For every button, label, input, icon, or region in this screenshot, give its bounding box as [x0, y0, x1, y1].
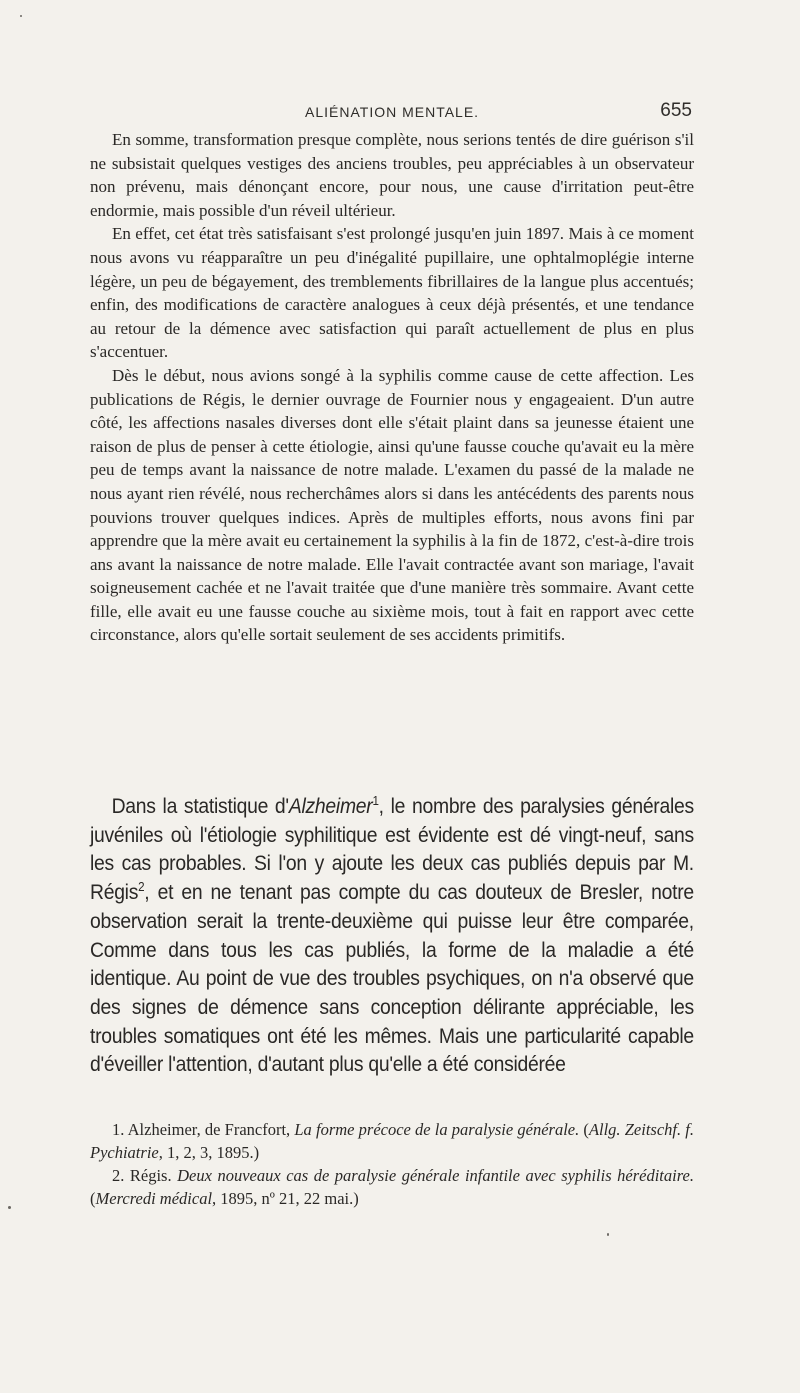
- footnote-ref: 1: [372, 792, 379, 808]
- paper-speck: [8, 1206, 11, 1209]
- journal-name: Mercredi médical: [95, 1189, 213, 1208]
- text-run: Dans la statistique d': [111, 794, 289, 818]
- text-run: , 1895, nº 21, 22 mai.): [212, 1189, 359, 1208]
- text-run: , et en ne tenant pas compte du cas douteux de Bresler, notre observation serait la trente-deuxième qui puisse leur être comparée, Comme dans tous les cas publiés, la forme de la maladie a été identique. Au point de vue des troubles psychiques, on n'a observé que des signes de démence sans conception délirante appréciable, les troubles somatiques ont été les mêmes. Mais une particularité capable d'éveiller l'attention, d'autant plus qu'elle a été considérée: [90, 880, 694, 1077]
- paper-speck: [607, 1233, 609, 1236]
- running-title: ALIÉNATION MENTALE.: [305, 104, 480, 120]
- author-name: Alzheimer: [288, 794, 373, 818]
- paragraph: Dès le début, nous avions songé à la syphilis comme cause de cette affection. Les publications de Régis, le dernier ouvrage de Fournier nous y engageaient. D'un autre côté, les affections nasales diverses dont elle s'était plaint dans sa jeunesse étaient une raison de plus de penser à cette étiologie, ainsi qu'une fausse couche qu'avait eu la mère peu de temps avant la naissance de notre malade. L'examen du passé de la malade ne nous ayant rien révélé, nous recherchâmes alors si dans les antécédents des parents nous pouvions trouver quelques indices. Après de multiples efforts, nous avons fini par apprendre que la mère avait eu certainement la syphilis à la fin de 1872, c'est-à-dire trois ans avant la naissance de notre malade. Elle l'avait contractée avant son mariage, l'avait soigneusement cachée et ne l'avait traitée que d'une manière très sommaire. Avant cette fille, elle avait eu une fausse couche au sixième mois, tout à fait en rapport avec cette circonstance, alors qu'elle sortait seulement de ses accidents primitifs.: [90, 365, 694, 645]
- paragraph: [90, 792, 694, 1079]
- paragraph: En effet, cet état très satisfaisant s'est prolongé jusqu'en juin 1897. Mais à ce moment nous avons vu réapparaître un peu d'inégalité pupillaire, une ophtalmoplégie interne légère, un peu de bégayement, des tremblements fibrillaires de la langue plus accentués; enfin, des modifications de caractère analogues à ceux déjà présentés, et une tendance au retour de la démence avec satisfaction qui paraît actuellement de plus en plus s'accentuer.: [90, 224, 694, 362]
- footnotes: [90, 1118, 694, 1210]
- page-number: 655: [660, 100, 692, 121]
- journal-name: Allg. Zeitschf. f. Pychiatrie: [90, 1120, 694, 1162]
- text-run: (: [579, 1120, 589, 1139]
- page-header: [90, 100, 694, 128]
- cited-title: La forme précoce de la paralysie générale.: [294, 1120, 580, 1139]
- text-run: , le nombre des paralysies générales juvéniles où l'étiologie syphilitique est évidente est dé vingt-neuf, sans les cas probables. Si l'on y ajoute les deux cas publiés depuis par M. Régis: [90, 794, 694, 905]
- footnote: [90, 1118, 694, 1164]
- text-run: , 1, 2, 3, 1895.): [158, 1143, 260, 1162]
- cited-title: Deux nouveaux cas de paralysie générale infantile avec syphilis héréditaire.: [177, 1166, 694, 1185]
- paper-speck: [20, 15, 22, 17]
- paragraph: En somme, transformation presque complète, nous serions tentés de dire guérison s'il ne subsistait quelques vestiges des anciens troubles, peu appréciables à un observateur non prévenu, mais dénonçant encore, pour nous, une cause d'irritation peut-être endormie, mais possible d'un réveil ultérieur.: [90, 130, 694, 220]
- discussion-text: [90, 792, 694, 1079]
- observation-text: [90, 128, 694, 647]
- footnote-ref: 2: [138, 878, 145, 894]
- footnote: [90, 1164, 694, 1210]
- text-run: 2. Régis.: [112, 1166, 178, 1185]
- text-run: 1. Alzheimer, de Francfort,: [112, 1120, 295, 1139]
- text-run: (: [90, 1189, 96, 1208]
